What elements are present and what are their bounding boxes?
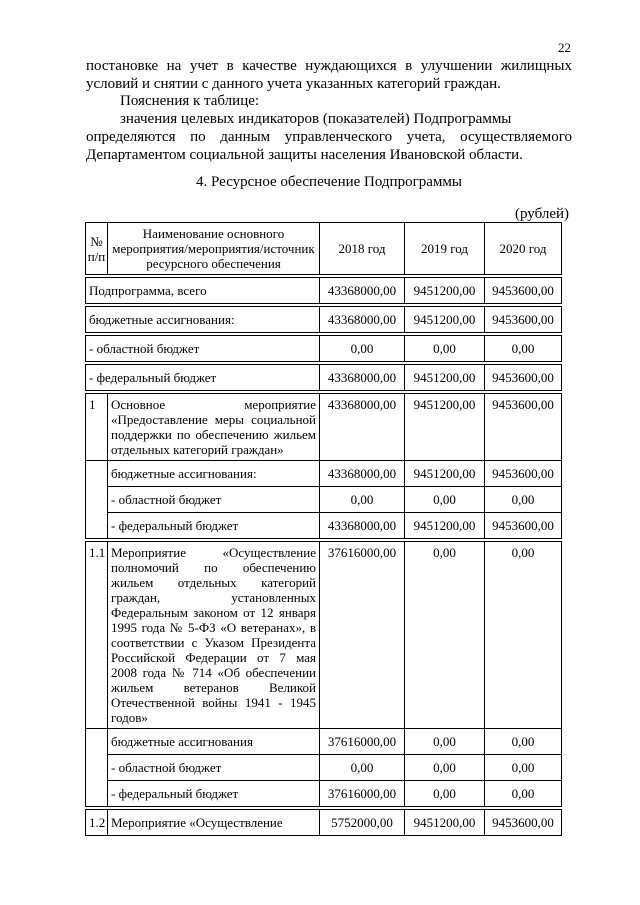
- value-2018: 43368000,00: [320, 365, 405, 391]
- value-2019: 0,00: [405, 755, 485, 781]
- row-name: Мероприятие «Осуществление: [108, 810, 320, 836]
- value-2019: 9451200,00: [405, 513, 485, 539]
- table-row: [86, 336, 562, 362]
- table-row: [86, 755, 562, 781]
- row-name: Основное мероприятие «Предоставление меры социальной поддержки по обеспечению жильем отдельных категорий граждан»: [108, 394, 320, 461]
- page-number: 22: [558, 40, 571, 55]
- value-2020: 9453600,00: [485, 461, 562, 487]
- table-row: [86, 729, 562, 755]
- value-2018: 37616000,00: [320, 781, 405, 807]
- unit-label: (рублей): [515, 206, 570, 222]
- row-name: Мероприятие «Осуществление полномочий по обеспечению жильем отдельных категорий граждан, установленных Федеральным законом от 12 января 1995 года № 5-ФЗ «О ветеранах», в соответствии с Указом Президента Российской Федерации от 7 мая 2008 года № 714 «Об обеспечении жильем ветеранов Великой Отечественной войны 1941 - 1945 годов»: [108, 542, 320, 729]
- header-2020: 2020 год: [485, 223, 562, 275]
- value-2020: 9453600,00: [485, 307, 562, 333]
- value-2018: 0,00: [320, 336, 405, 362]
- value-2020: 9453600,00: [485, 394, 562, 461]
- value-2019: 9451200,00: [405, 278, 485, 304]
- row-name: - областной бюджет: [108, 487, 320, 513]
- row-name: - федеральный бюджет: [108, 781, 320, 807]
- value-2020: 0,00: [485, 755, 562, 781]
- row-name: бюджетные ассигнования:: [86, 307, 320, 333]
- value-2020: 0,00: [485, 487, 562, 513]
- value-2020: 9453600,00: [485, 810, 562, 836]
- value-2019: 0,00: [405, 729, 485, 755]
- value-2018: 37616000,00: [320, 729, 405, 755]
- value-2018: 5752000,00: [320, 810, 405, 836]
- value-2020: 0,00: [485, 729, 562, 755]
- table-row: [86, 487, 562, 513]
- value-2019: 0,00: [405, 336, 485, 362]
- value-2019: 0,00: [405, 487, 485, 513]
- value-2020: 9453600,00: [485, 278, 562, 304]
- value-2018: 43368000,00: [320, 513, 405, 539]
- value-2020: 0,00: [485, 336, 562, 362]
- value-2019: 9451200,00: [405, 365, 485, 391]
- paragraph-notes-line2: определяются по данным управленческого учета, осуществляемого Департаментом социальной защиты населения Ивановской области.: [86, 129, 572, 163]
- paragraph-notes-line1: значения целевых индикаторов (показателей) Подпрограммы: [120, 111, 512, 127]
- row-name: бюджетные ассигнования:: [108, 461, 320, 487]
- value-2020: 0,00: [485, 781, 562, 807]
- row-name: - федеральный бюджет: [86, 365, 320, 391]
- table-row: [86, 365, 562, 391]
- row-name: - федеральный бюджет: [108, 513, 320, 539]
- value-2019: 9451200,00: [405, 810, 485, 836]
- value-2020: 9453600,00: [485, 513, 562, 539]
- value-2018: 37616000,00: [320, 542, 405, 729]
- table-row: [86, 278, 562, 304]
- row-name: - областной бюджет: [86, 336, 320, 362]
- table-row: [86, 307, 562, 333]
- value-2019: 0,00: [405, 781, 485, 807]
- row-name: бюджетные ассигнования: [108, 729, 320, 755]
- value-2018: 43368000,00: [320, 461, 405, 487]
- paragraph-notes-heading: Пояснения к таблице:: [120, 93, 260, 109]
- row-num: 1.2: [86, 810, 108, 836]
- row-name: Подпрограмма, всего: [86, 278, 320, 304]
- table-row: [86, 542, 562, 729]
- value-2018: 0,00: [320, 487, 405, 513]
- value-2020: 9453600,00: [485, 365, 562, 391]
- value-2019: 9451200,00: [405, 461, 485, 487]
- value-2018: 0,00: [320, 755, 405, 781]
- value-2019: 0,00: [405, 542, 485, 729]
- row-name: - областной бюджет: [108, 755, 320, 781]
- value-2018: 43368000,00: [320, 307, 405, 333]
- header-2019: 2019 год: [405, 223, 485, 275]
- value-2019: 9451200,00: [405, 307, 485, 333]
- value-2020: 0,00: [485, 542, 562, 729]
- table-row: [86, 810, 562, 836]
- header-num: № п/п: [86, 223, 108, 275]
- value-2018: 43368000,00: [320, 278, 405, 304]
- value-2019: 9451200,00: [405, 394, 485, 461]
- table-row: [86, 513, 562, 539]
- row-num: 1: [86, 394, 108, 461]
- table-row: [86, 394, 562, 461]
- table-row: [86, 461, 562, 487]
- table-row: [86, 781, 562, 807]
- table-header-row: [86, 223, 562, 275]
- resource-table: [85, 222, 562, 836]
- row-num: 1.1: [86, 542, 108, 729]
- header-2018: 2018 год: [320, 223, 405, 275]
- paragraph-intro: постановке на учет в качестве нуждающихся в улучшении жилищных условий и снятии с данного учета указанных категорий граждан.: [86, 58, 572, 92]
- section-title: 4. Ресурсное обеспечение Подпрограммы: [196, 174, 462, 190]
- value-2018: 43368000,00: [320, 394, 405, 461]
- header-name: Наименование основного мероприятия/мероприятия/источник ресурсного обеспечения: [108, 223, 320, 275]
